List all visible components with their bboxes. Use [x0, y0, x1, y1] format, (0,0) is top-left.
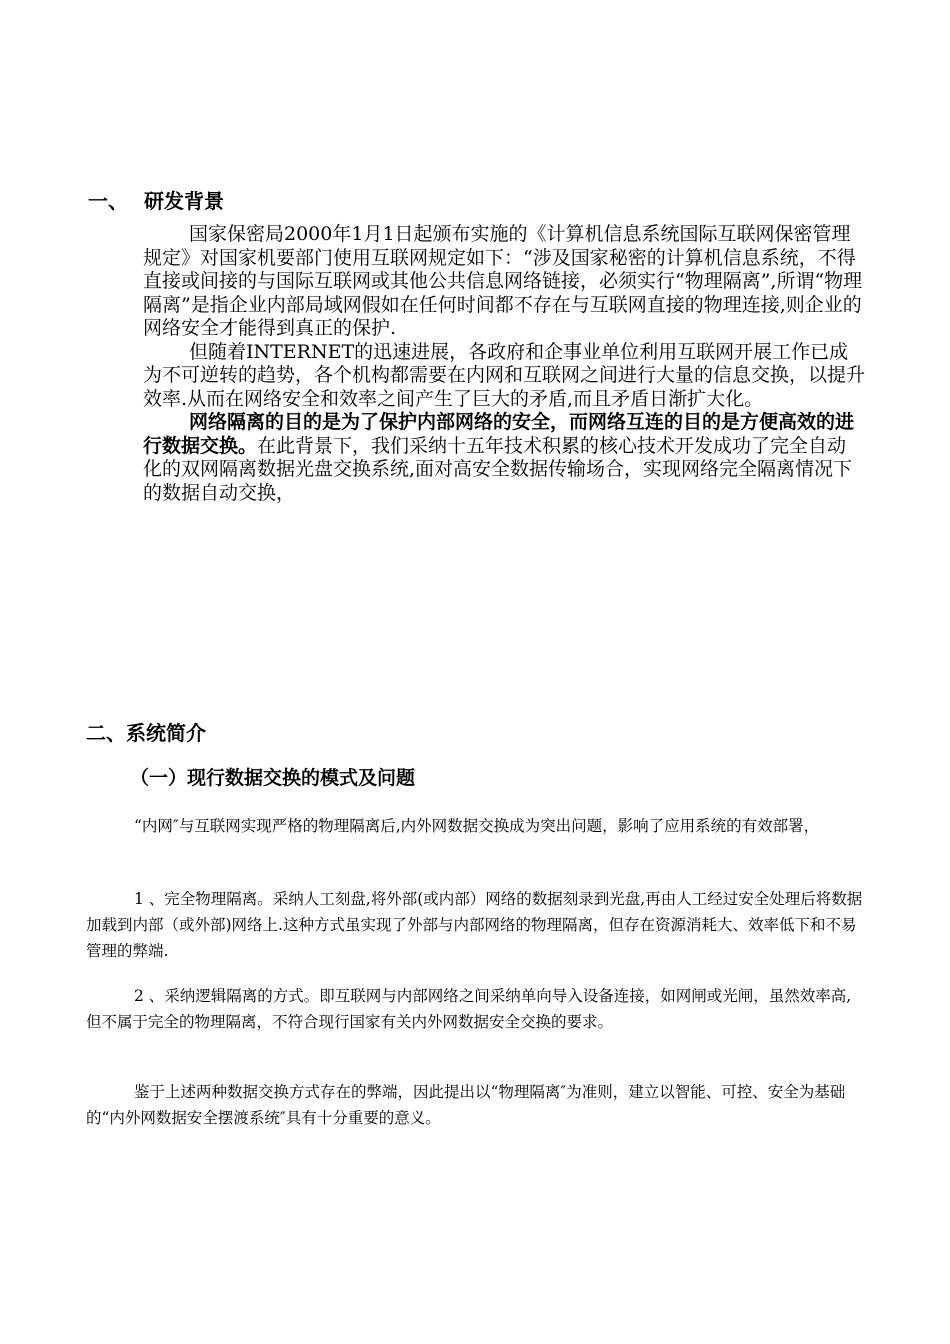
mode-2-paragraph: [86, 983, 866, 1035]
background-paragraph-3-text: 在此背景下，我们采纳十五年技术积累的核心技术开发成功了完全自动化的双网隔离数据光盘交换系统,面对高安全数据传输场合，实现网络完全隔离情况下的数据自动交换，: [143, 434, 853, 504]
background-paragraph-3-bold: 网络隔离的目的是为了保护内部网络的安全，而网络互连的目的是方便高效的进行数据交换。: [143, 411, 855, 457]
mode-2-paragraph-text: 2 、采纳逻辑隔离的方式。即互联网与内部网络之间采纳单向导入设备连接，如网闸或光闸，虽然效率高,但不属于完全的物理隔离，不符合现行国家有关内外网数据安全交换的要求。: [86, 987, 852, 1031]
section-1-heading: [88, 189, 224, 213]
intro-paragraph-text: “内网″与互联网实现严格的物理隔离后,内外网数据交换成为突出问题，影响了应用系统的有效部署，: [134, 817, 820, 835]
conclusion-paragraph: [86, 1079, 866, 1131]
conclusion-paragraph-text: 鉴于上述两种数据交换方式存在的弊端，因此提出以“物理隔离″为准则，建立以智能、可控、安全为基础的“内外网数据安全摆渡系统″具有十分重要的意义。: [86, 1083, 846, 1127]
section-2-title: 二、系统简介: [86, 721, 206, 745]
background-paragraph-2: 但随着INTERNET的迅速进展，各政府和企事业单位利用互联网开展工作已成为不可逆转的趋势，各个机构都需要在内网和互联网之间进行大量的信息交换，以提升效率.从而在网络安全和效率之间产生了巨大的矛盾,而且矛盾日渐扩大化。: [143, 340, 866, 410]
mode-1-paragraph-text: 1 、完全物理隔离。采纳人工刻盘,将外部(或内部）网络的数据刻录到光盘,再由人工经过安全处理后将数据加载到内部（或外部)网络上.这种方式虽实现了外部与内部网络的物理隔离，但存在资源消耗大、效率低下和不易管理的弊端.: [86, 890, 863, 960]
section-2-subtitle: （一）现行数据交换的模式及问题: [130, 767, 416, 789]
section-1-title: 研发背景: [144, 189, 224, 213]
background-paragraph-1: 国家保密局2000年1月1日起颁布实施的《计算机信息系统国际互联网保密管理规定》对国家机要部门使用互联网规定如下：“涉及国家秘密的计算机信息系统，不得直接或间接的与国际互联网或其他公共信息网络链接，必须实行“物理隔离”,所谓“物理隔离”是指企业内部局域网假如在任何时间都不存在与互联网直接的物理连接,则企业的网络安全才能得到真正的保护.: [143, 223, 863, 339]
section-1-body: [143, 223, 865, 505]
background-paragraph-3: [143, 411, 865, 505]
intro-paragraph: [86, 813, 866, 839]
mode-1-paragraph: [86, 886, 866, 964]
section-1-number: 一、: [88, 189, 128, 213]
